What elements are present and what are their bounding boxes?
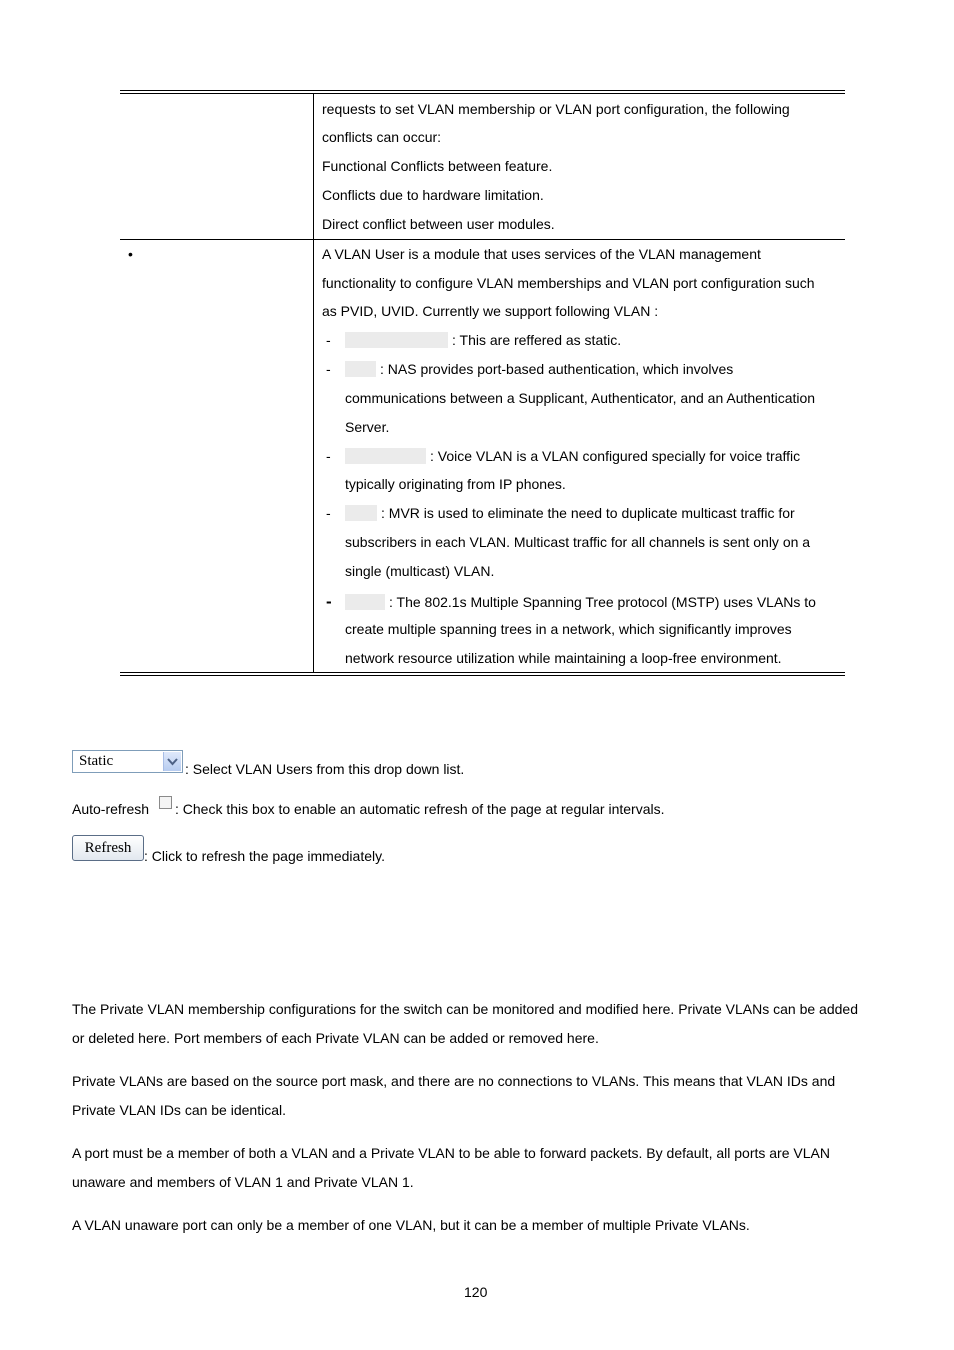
refresh-description: : Click to refresh the page immediately. xyxy=(144,848,385,864)
list-dash: - xyxy=(326,332,331,348)
row1-line: conflicts can occur: xyxy=(322,129,442,145)
list-item xyxy=(345,448,800,464)
row2-intro-line: as PVID, UVID. Currently we support following VLAN : xyxy=(322,303,659,319)
autorefresh-checkbox[interactable] xyxy=(159,796,172,809)
paragraph-line: Private VLAN IDs can be identical. xyxy=(72,1102,286,1118)
paragraph-line: A VLAN unaware port can only be a member of one VLAN, but it can be a member of multiple Private VLANs. xyxy=(72,1217,750,1233)
list-item xyxy=(345,361,733,377)
list-item-text: : NAS provides port-based authentication, which involves xyxy=(380,361,734,377)
list-item xyxy=(345,594,816,610)
redacted-term xyxy=(345,594,385,610)
row1-line: Conflicts due to hardware limitation. xyxy=(322,187,544,203)
table-column-divider xyxy=(313,94,314,672)
list-item-text: Server. xyxy=(345,419,390,435)
list-item xyxy=(345,505,795,521)
list-item-text: : This are reffered as static. xyxy=(452,332,622,348)
list-dash: - xyxy=(326,505,331,521)
select-description: : Select VLAN Users from this drop down list. xyxy=(185,761,465,777)
list-dash: - xyxy=(326,592,332,611)
paragraph-line: or deleted here. Port members of each Private VLAN can be added or removed here. xyxy=(72,1030,599,1046)
paragraph-line: A port must be a member of both a VLAN and a Private VLAN to be able to forward packets. By default, all ports are VLAN xyxy=(72,1145,830,1161)
list-item-text: communications between a Supplicant, Authenticator, and an Authentication xyxy=(345,390,816,406)
list-item-text: network resource utilization while maintaining a loop-free environment. xyxy=(345,650,782,666)
paragraph-line: unaware and members of VLAN 1 and Private VLAN 1. xyxy=(72,1174,414,1190)
vlan-user-select[interactable] xyxy=(72,750,183,773)
table-top-rule xyxy=(120,90,845,91)
row2-intro-line: functionality to configure VLAN memberships and VLAN port configuration such xyxy=(322,275,815,291)
chevron-down-icon[interactable] xyxy=(163,752,181,771)
row1-line: requests to set VLAN membership or VLAN port configuration, the following xyxy=(322,101,790,117)
redacted-term xyxy=(345,505,377,521)
list-item-text: typically originating from IP phones. xyxy=(345,476,566,492)
table-bottom-rule-2 xyxy=(120,675,845,676)
redacted-term xyxy=(345,448,426,464)
redacted-term xyxy=(345,332,448,348)
list-item-text: : Voice VLAN is a VLAN configured specially for voice traffic xyxy=(430,448,801,464)
table-bottom-rule xyxy=(120,672,845,673)
redacted-term xyxy=(345,361,376,377)
row1-line: Functional Conflicts between feature. xyxy=(322,158,553,174)
list-dash: - xyxy=(326,361,331,377)
list-item-text: single (multicast) VLAN. xyxy=(345,563,495,579)
paragraph-line: Private VLANs are based on the source port mask, and there are no connections to VLANs. This means that VLAN IDs and xyxy=(72,1073,836,1089)
autorefresh-label: Auto-refresh xyxy=(72,801,150,817)
bullet: • xyxy=(128,246,133,262)
list-item xyxy=(345,332,621,348)
row1-line: Direct conflict between user modules. xyxy=(322,216,555,232)
row2-intro-line: A VLAN User is a module that uses services of the VLAN management xyxy=(322,246,761,262)
paragraph-line: The Private VLAN membership configurations for the switch can be monitored and modified here. Private VLANs can be added xyxy=(72,1001,858,1017)
autorefresh-description: : Check this box to enable an automatic refresh of the page at regular intervals. xyxy=(175,801,665,817)
refresh-button[interactable]: Refresh xyxy=(72,835,144,861)
list-item-text: : MVR is used to eliminate the need to duplicate multicast traffic for xyxy=(381,505,795,521)
list-dash: - xyxy=(326,448,331,464)
table-top-rule-2 xyxy=(120,93,845,94)
list-item-text: : The 802.1s Multiple Spanning Tree protocol (MSTP) uses VLANs to xyxy=(389,594,816,610)
select-value: Static xyxy=(79,753,114,769)
page-number: 120 xyxy=(464,1284,488,1300)
list-item-text: create multiple spanning trees in a network, which significantly improves xyxy=(345,621,792,637)
list-item-text: subscribers in each VLAN. Multicast traffic for all channels is sent only on a xyxy=(345,534,811,550)
